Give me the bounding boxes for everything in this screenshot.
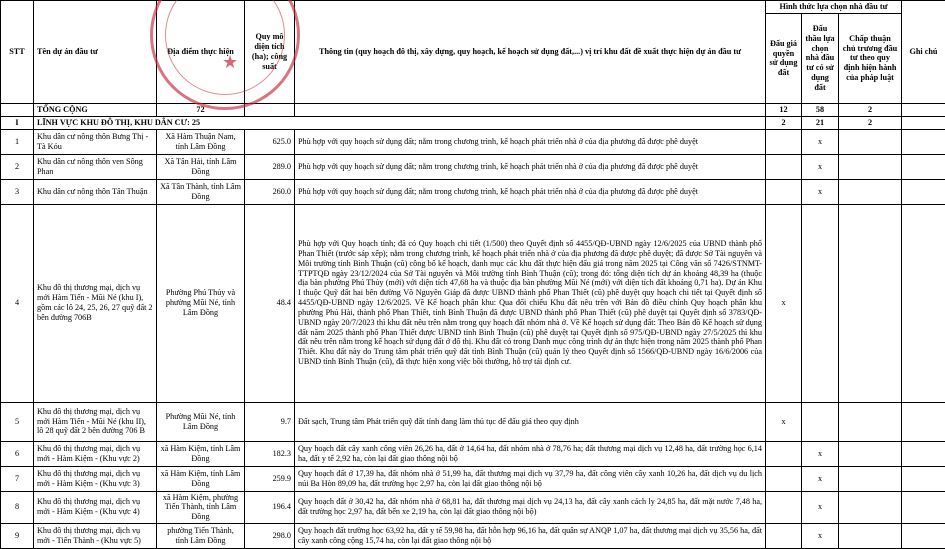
row-location: Xã Tân Thành, tỉnh Lâm Đồng [157,179,245,204]
row-approval-mark [839,402,902,441]
table-row [1,466,945,491]
row-bidding-mark [802,402,839,441]
header-project-name: Tên dự án đầu tư [34,1,157,104]
row-auction-mark [766,154,802,179]
row-info: Quy hoạch đất ở 17,39 ha, đất nhóm nhà ở 51,99 ha, đất thương mại dịch vụ 37,79 ha, đất công viên cây xanh 10,26 ha, đất dịch vụ du lịch núi Ba Hòn 89,09 ha, đất trường học 2,97 ha, còn lại đất giao thông nội bộ [295,466,766,491]
row-stt: 5 [1,402,34,441]
row-info: Quy hoạch đất cây xanh công viên 26,26 ha, đất ở 14,64 ha, đất nhóm nhà ở 78,76 ha; đất thương mại dịch vụ 12,48 ha, đất trường học 6,14 ha, đất y tế 2,92 ha, còn lại đất giao thông nội bộ [295,441,766,466]
row-scale: 289.0 [245,154,295,179]
row-info: Phù hợp với quy hoạch sử dụng đất; nằm trong chương trình, kế hoạch phát triển nhà ở của địa phương đã được phê duyệt [295,129,766,154]
row-note [902,441,945,466]
row-bidding-mark: x [802,179,839,204]
row-stt: 4 [1,204,34,402]
section-row [1,116,945,129]
row-note [902,491,945,524]
row-auction-mark [766,441,802,466]
row-project-name: Khu dân cư nông thôn Bưng Thị - Tà Kóu [34,129,157,154]
header-location: Địa điểm thực hiện [157,1,245,104]
row-auction-mark [766,129,802,154]
row-project-name: Khu dân cư nông thôn Tân Thuận [34,179,157,204]
table-row [1,491,945,524]
table-row [1,524,945,549]
row-bidding-mark [802,204,839,402]
header-info: Thông tin (quy hoạch đô thị, xây dựng, quy hoạch, kế hoạch sử dụng đất,...) vị trí khu đất đề xuất thực hiện dự án đầu tư [295,1,766,104]
row-scale: 625.0 [245,129,295,154]
row-location: xã Hàm Kiệm, tỉnh Lâm Đồng [157,441,245,466]
row-approval-mark [839,204,902,402]
row-project-name: Khu đô thị thương mại, dịch vụ mới Hàm Tiến - Mũi Né (khu I), gồm các lô 24, 25, 26, 27 quỹ đất 2 bên đường 706B [34,204,157,402]
row-info: Quy hoạch đất trường học 63,92 ha, đất y tế 59,98 ha, đất hỗn hợp 96,16 ha, đất quân sự ANQP 1,07 ha, đất thương mại dịch vụ 35,56 ha, đất cây xanh công cộng 15,74 ha, còn lại đất giao thông nội bộ [295,524,766,549]
row-stt: 9 [1,524,34,549]
row-location: Phường Mũi Né, tỉnh Lâm Đồng [157,402,245,441]
header-approval: Chấp thuận chủ trương đầu tư theo quy định hiện hành của pháp luật [839,13,902,103]
row-approval-mark [839,524,902,549]
table-row [1,129,945,154]
total-approval: 2 [839,103,902,116]
header-note: Ghi chú [902,1,945,104]
row-auction-mark [766,466,802,491]
row-scale: 196.4 [245,491,295,524]
row-note [902,402,945,441]
row-info: Phù hợp với quy hoạch sử dụng đất; nằm trong chương trình, kế hoạch phát triển nhà ở của địa phương đã được phê duyệt [295,154,766,179]
row-stt: 1 [1,129,34,154]
row-project-name: Khu dân cư nông thôn ven Sông Phan [34,154,157,179]
row-stt: 7 [1,466,34,491]
row-stt: 3 [1,179,34,204]
section-stt: I [1,116,34,129]
header-scale: Quy mô diện tích (ha); công suất [245,1,295,104]
row-approval-mark [839,441,902,466]
row-approval-mark [839,466,902,491]
row-bidding-mark: x [802,154,839,179]
row-bidding-mark: x [802,466,839,491]
header-selection-method: Hình thức lựa chọn nhà đầu tư [766,1,902,14]
header-stt: STT [1,1,34,104]
row-stt: 8 [1,491,34,524]
table-row [1,402,945,441]
row-info: Quy hoạch đất ở 30,42 ha, đất nhóm nhà ở 68,81 ha, đất thương mại dịch vụ 24,13 ha, đất cây xanh cách ly 24,85 ha, đất mặt nước 7,48 ha, đất trường học 2,97 ha, đất bến xe 2,19 ha, còn lại đất giao thông nội bộ) [295,491,766,524]
row-stt: 6 [1,441,34,466]
row-location: phường Tiến Thành, tỉnh Lâm Đồng [157,524,245,549]
row-project-name: Khu đô thị thương mại, dịch vụ mới - Hàm Kiệm - (Khu vực 2) [34,441,157,466]
row-info: Phù hợp với quy hoạch sử dụng đất; nằm trong chương trình, kế hoạch phát triển nhà ở của địa phương đã được phê duyệt [295,179,766,204]
row-scale: 182.3 [245,441,295,466]
row-note [902,466,945,491]
row-bidding-mark: x [802,524,839,549]
row-bidding-mark: x [802,129,839,154]
table-row [1,154,945,179]
row-info: Đất sạch, Trung tâm Phát triển quỹ đất tỉnh đang làm thủ tục để đấu giá theo quy định [295,402,766,441]
table-row [1,441,945,466]
header-auction: Đấu giá quyền sử dụng đất [766,13,802,103]
row-project-name: Khu đô thị thương mại, dịch vụ mới - Hàm Kiệm - (Khu vực 3) [34,466,157,491]
row-auction-mark [766,491,802,524]
section-auction: 2 [766,116,802,129]
row-project-name: Khu đô thị thương mại, dịch vụ mới - Tiến Thành - (Khu vực 5) [34,524,157,549]
total-label: TỔNG CỘNG [34,103,157,116]
row-project-name: Khu đô thị thương mại, dịch vụ mới Hàm Tiến - Mũi Né (khu II), lô 28 quỹ đất 2 bên đường 706 B [34,402,157,441]
row-auction-mark: x [766,204,802,402]
row-auction-mark [766,524,802,549]
row-info: Phù hợp với Quy hoạch tỉnh; đã có Quy hoạch chi tiết (1/500) theo Quyết định số 4455/QĐ-UBND ngày 12/6/2025 của UBND thành phố Phan Thiết (trước sáp xếp); nằm trong chương trình, kế hoạch phát triển nhà ở của địa phương đã được phê duyệt; đã được Sở Tài nguyên và Môi trường tỉnh Bình Thuận (cũ) công bố kế hoạch, danh mục các khu đất thực hiện đấu giá trong năm 2025 tại Công văn số 7426/STNMT-TTPTQĐ ngày 23/12/2024 của Sở Tài nguyên và Môi trường tỉnh Bình Thuận (cũ); trong đó: tổng diện tích dự án khoảng 48,39 ha (thuộc địa bàn phường Phú Thủy (mới) với diện tích 47,68 ha và thuộc địa bàn phường Mũi Né (mới) với diện tích đất khoảng 0,71 ha). Dự án Khu I thuộc Quỹ đất hai bên đường Võ Nguyên Giáp đã được UBND thành phố Phan Thiết (cũ) phê duyệt quy hoạch chi tiết tại Quyết định số 4455/QĐ-UBND ngày 12/6/2025. Về Kế hoạch phân khu: Qua đối chiếu Khu đất nêu trên với Bản đồ điều chỉnh Quy hoạch phân khu phường Phú Hài, thành phố Phan Thiết, tỉnh Bình Thuận đã được UBND thành phố Phan Thiết (cũ) phê duyệt tại Quyết định số 3783/QĐ-UBND ngày 20/7/2023 thì khu đất nêu trên nằm trong quy hoạch đất nhóm nhà ở. Về Kế hoạch sử dụng đất: Theo Bản đồ Kế hoạch sử dụng đất năm 2025 thành phố Phan Thiết được UBND tỉnh Bình Thuận (cũ) phê duyệt tại Quyết định số 975/QĐ-UBND ngày 27/5/2025 thì khu đất nêu trên nằm trong kế hoạch sử dụng đất ở đô thị. Khu đất có trong Danh mục công trình dự án thực hiện trong năm 2025 thành phố Phan Thiết. Khu đất này do Trung tâm phát triển quỹ đất tỉnh Bình Thuận (cũ) quản lý theo Quyết định số 1566/QĐ-UBND ngày 16/6/2006 của UBND tỉnh Bình Thuận (cũ), đã thực hiện xong việc bồi thường, hỗ trợ tái định cư. [295,204,766,402]
row-scale: 48.4 [245,204,295,402]
row-project-name: Khu đô thị thương mại, dịch vụ mới - Hàm Kiệm - (Khu vực 4) [34,491,157,524]
row-auction-mark [766,179,802,204]
row-scale: 9.7 [245,402,295,441]
row-note [902,154,945,179]
section-approval: 2 [839,116,902,129]
row-approval-mark [839,179,902,204]
row-note [902,179,945,204]
row-scale: 298.0 [245,524,295,549]
row-note [902,524,945,549]
row-scale: 259.9 [245,466,295,491]
row-scale: 260.0 [245,179,295,204]
row-location: xã Hàm Kiệm, phường Tiến Thành, tỉnh Lâm Đồng [157,491,245,524]
total-auction: 12 [766,103,802,116]
section-bidding: 21 [802,116,839,129]
total-row [1,103,945,116]
row-auction-mark: x [766,402,802,441]
section-label: LĨNH VỰC KHU ĐÔ THỊ, KHU DÂN CƯ: 25 [34,116,766,129]
row-note [902,204,945,402]
seal-star-icon: ★ [222,52,238,73]
row-approval-mark [839,129,902,154]
row-location: Xã Tân Hải, tỉnh Lâm Đồng [157,154,245,179]
table-row [1,179,945,204]
row-location: xã Hàm Kiệm, tỉnh Lâm Đồng [157,466,245,491]
row-note [902,129,945,154]
header-bidding: Đấu thầu lựa chọn nhà đầu tư có sử dụng đất [802,13,839,103]
total-bidding: 58 [802,103,839,116]
table-row [1,204,945,402]
row-bidding-mark: x [802,491,839,524]
row-approval-mark [839,154,902,179]
row-approval-mark [839,491,902,524]
row-bidding-mark: x [802,441,839,466]
row-location: Phường Phú Thủy và phường Mũi Né, tỉnh Lâm Đồng [157,204,245,402]
row-stt: 2 [1,154,34,179]
total-count: 72 [157,103,245,116]
row-location: Xã Hàm Thuận Nam, tỉnh Lâm Đồng [157,129,245,154]
